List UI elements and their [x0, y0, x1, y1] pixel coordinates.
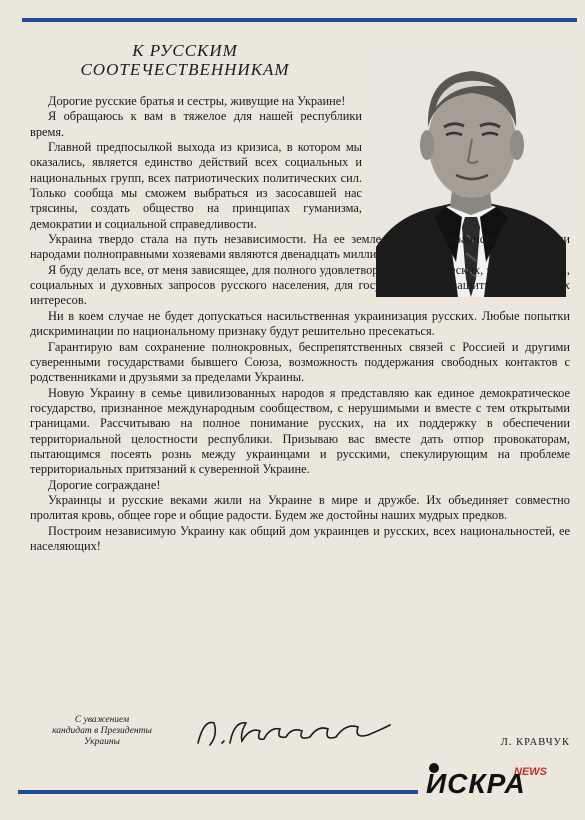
paragraph-appeal: Я обращаюсь к вам в тяжелое для нашей республики время.	[30, 109, 362, 139]
title-line-2: СООТЕЧЕСТВЕННИКАМ	[80, 60, 290, 79]
top-rule	[22, 18, 577, 22]
paragraph-ties: Гарантирую вам сохранение полнокровных, беспрепятственных связей с Россией и другими суверенными государствами бывшего Союза, возможность поддержания свободных контактов с родственниками и друзьями за пределами Украины.	[30, 339, 570, 385]
paragraph-independence: Украина твердо стала на путь независимости. На ее земле наряду с украинским и другими народами полноправными хозяевами являются двенадцать миллионов русских.	[30, 232, 570, 262]
logo-wordmark: ИСКРА	[426, 768, 526, 799]
regards-line-2: кандидат в Президенты	[52, 726, 152, 736]
bottom-rule	[18, 790, 418, 794]
paragraph-common-home: Построим независимую Украину как общий дом украинцев и русских, всех национальностей, ее населяющих!	[30, 523, 570, 553]
paragraph-citizens: Дорогие сограждане!	[48, 477, 161, 492]
signer-name: Л. КРАВЧУК	[500, 737, 570, 748]
closing-block	[30, 713, 570, 763]
iskra-news-logo	[418, 760, 566, 806]
paragraph-unity: Главной предпосылкой выхода из кризиса, в котором мы оказались, является единство действий всех социальных и национальных групп, всех патриотических политических сил. Только сообща мы сможем выбраться из засосавшей нас трясины, создать общество на принципах гуманизма, демократии и социальной справедливости.	[30, 140, 362, 231]
regards-text	[42, 715, 162, 748]
letter-body	[30, 94, 570, 554]
paragraph-no-discrimination: Ни в коем случае не будет допускаться насильственная украинизация русских. Любые попытки дискриминации по национальному признаку будут решительно пресекаться.	[30, 308, 570, 339]
paragraph-greeting: Дорогие русские братья и сестры, живущие на Украине!	[48, 94, 346, 108]
title-line-1: К РУССКИМ	[132, 41, 238, 60]
regards-line-3: Украины	[84, 737, 120, 747]
regards-line-1: С уважением	[74, 715, 130, 725]
page-title	[40, 41, 330, 79]
paragraph-promise: Я буду делать все, от меня зависящее, для полного удовлетворения политических, экономических, социальных и духовных запросов русского населения, для государственной защиты его законных интересов.	[30, 262, 570, 308]
handwritten-signature	[190, 713, 400, 753]
paragraph-new-ukraine: Новую Украину в семье цивилизованных народов я представляю как единое демократическое государство, признанное международным сообществом, с нерушимыми и вместе с тем открытыми границами. Рассчитываю на полное понимание русских, на их поддержку в обеспечении территориальной целостности республики. Призываю вас вместе дать отпор провокаторам, пытающимся посеять рознь между украинцами и русскими, спекулирующим на проблеме территориальных притязаний к суверенной Украине.	[30, 385, 570, 477]
paragraph-friendship: Украинцы и русские веками жили на Украине в мире и дружбе. Их объединяет совместно пролитая кровь, общее горе и общие радости. Будем же достойны наших мудрых предков.	[30, 492, 570, 523]
logo-news-tag: NEWS	[514, 766, 547, 778]
